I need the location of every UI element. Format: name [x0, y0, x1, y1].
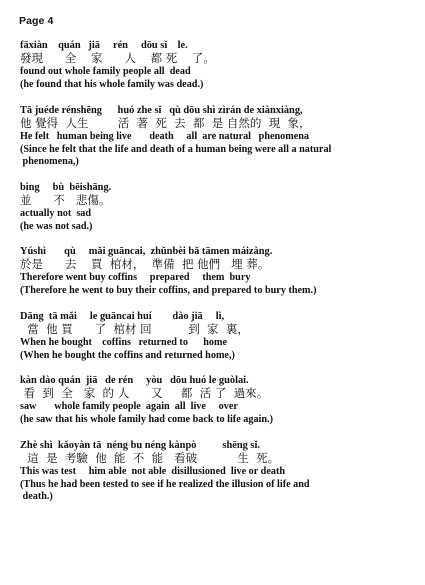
page-label: Page 4	[19, 15, 54, 27]
passage-block	[20, 311, 415, 363]
translation	[20, 479, 415, 504]
gloss-line: Therefore went buy coffins prepared them bury	[20, 272, 251, 283]
pinyin-line: bìng bù bēishāng.	[20, 181, 112, 193]
gloss-line: found out whole family people all dead	[20, 66, 191, 77]
passage-block	[20, 375, 415, 427]
translation-line: phenomena,)	[20, 156, 79, 167]
gloss-line: saw whole family people again all live over	[20, 401, 238, 412]
gloss-line: actually not sad	[20, 207, 92, 219]
passage-block	[20, 182, 415, 234]
translation-line: death.)	[20, 491, 53, 502]
translation-line: (Thus he had been tested to see if he realized the illusion of life and	[20, 478, 310, 490]
chinese-line: 看 到 全 家 的 人 又 都 活 了 過來。	[20, 386, 269, 400]
translation	[20, 79, 415, 92]
translation-line: (he was not sad.)	[20, 220, 93, 232]
chinese-line: 他 覺得 人生 活 著 死 去 都 是 自然的 現 象，	[20, 115, 311, 130]
gloss-line: When he bought coffins returned to home	[20, 336, 227, 348]
pinyin-line: Tā juéde rénshēng huó zhe sǐ qù dōu shì zìrán de xiànxiàng,	[20, 104, 303, 116]
translation	[20, 285, 415, 298]
translation	[20, 221, 415, 234]
chinese-line: 於是 去 買 棺材， 準備 把 他們 埋 葬。	[20, 257, 270, 271]
pinyin-line: fāxiàn quán jiā rén dōu sǐ le.	[20, 40, 188, 51]
gloss-line: He felt human being live death all are natural phenomena	[20, 130, 310, 142]
chinese-line: 這 是 考驗 他 能 不 能 看破 生 死。	[20, 450, 280, 465]
pinyin-line: kàn dào quán jiā de rén yòu dōu huó le guòlai.	[20, 375, 249, 386]
pinyin-line: Dāng tā mǎi le guāncai huí dào jiā lì,	[20, 310, 225, 322]
translation-line: (Therefore he went to buy their coffins, and prepared to bury them.)	[20, 285, 317, 296]
passage-block	[20, 105, 415, 169]
pinyin-line: Yúshì qù mǎi guāncai, zhǔnbèi bǎ tāmen máizàng.	[20, 246, 273, 257]
gloss-line: This was test him able not able disillusioned live or death	[20, 465, 286, 477]
chinese-line: 並 不 悲傷。	[20, 192, 111, 207]
reading-passage	[20, 40, 415, 517]
translation	[20, 144, 415, 169]
translation-line: (Since he felt that the life and death of a human being were all a natural	[20, 143, 332, 155]
translation-line: (he saw that his whole family had come back to life again.)	[20, 414, 273, 425]
translation-line: (he found that his whole family was dead.)	[20, 79, 204, 90]
pinyin-line: Zhè shì kǎoyàn tā néng bu néng kànpò shēng sǐ.	[20, 439, 260, 451]
passage-block	[20, 246, 415, 298]
translation	[20, 414, 415, 427]
translation-line: (When he bought the coffins and returned home,)	[20, 349, 235, 361]
chinese-line: 當 他 買 了 棺材 回 到 家 裏，	[20, 321, 249, 336]
translation	[20, 350, 415, 363]
passage-block	[20, 40, 415, 92]
chinese-line: 發現 全 家 人 都 死 了。	[20, 51, 215, 65]
passage-block	[20, 440, 415, 504]
